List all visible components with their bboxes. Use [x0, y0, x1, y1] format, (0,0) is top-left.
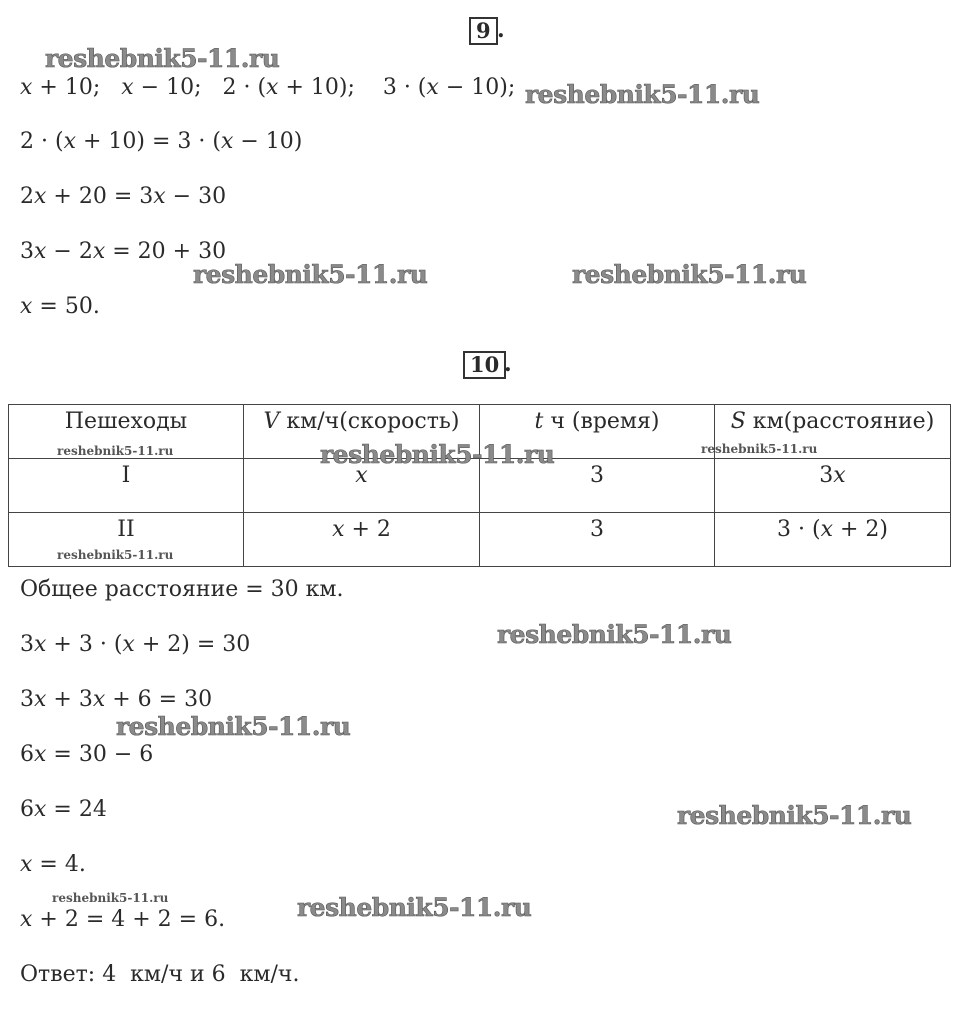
- table-row: [9, 459, 951, 513]
- problem-9-number: 9: [469, 17, 498, 45]
- table-cell: 3x: [715, 459, 951, 513]
- p9-line-2: 2 · (x + 10) = 3 · (x − 10): [20, 129, 303, 154]
- watermark: reshebnik5-11.ru: [497, 620, 732, 649]
- table-cell: 3 · (x + 2): [715, 513, 951, 567]
- watermark: reshebnik5-11.ru: [525, 80, 760, 109]
- watermark: reshebnik5-11.ru: [320, 440, 555, 469]
- problem-10-dot: .: [504, 351, 512, 377]
- watermark: reshebnik5-11.ru: [57, 444, 174, 458]
- table-cell: x + 2: [244, 513, 480, 567]
- p10-line-7: x + 2 = 4 + 2 = 6.: [20, 907, 226, 932]
- p10-line-3: 3x + 3x + 6 = 30: [20, 687, 213, 712]
- p9-line-4: 3x − 2x = 20 + 30: [20, 239, 227, 264]
- p9-line-3: 2x + 20 = 3x − 30: [20, 184, 227, 209]
- p10-line-1: Общее расстояние = 30 км.: [20, 577, 344, 602]
- watermark: reshebnik5-11.ru: [45, 44, 280, 73]
- watermark: reshebnik5-11.ru: [701, 442, 818, 456]
- watermark: reshebnik5-11.ru: [572, 260, 807, 289]
- problem-9-dot: .: [497, 17, 505, 43]
- watermark: reshebnik5-11.ru: [116, 712, 351, 741]
- p9-line-5: x = 50.: [20, 294, 100, 319]
- table-header-cell: t ч (время): [480, 405, 715, 459]
- p10-answer: Ответ: 4 км/ч и 6 км/ч.: [20, 962, 300, 987]
- pedestrian-table: [8, 404, 951, 567]
- p10-line-4: 6x = 30 − 6: [20, 742, 154, 767]
- table-cell: 3: [480, 513, 715, 567]
- p10-line-2: 3x + 3 · (x + 2) = 30: [20, 632, 251, 657]
- watermark: reshebnik5-11.ru: [297, 893, 532, 922]
- watermark: reshebnik5-11.ru: [57, 548, 174, 562]
- table-header-cell: Пешеходы: [9, 405, 244, 459]
- table-cell: II: [9, 513, 244, 567]
- watermark: reshebnik5-11.ru: [193, 260, 428, 289]
- table-cell: I: [9, 459, 244, 513]
- table-cell: 3: [480, 459, 715, 513]
- watermark: reshebnik5-11.ru: [52, 891, 169, 905]
- table-row: [9, 513, 951, 567]
- table-cell: x: [244, 459, 480, 513]
- table-header-row: [9, 405, 951, 459]
- p9-line-1: x + 10; x − 10; 2 · (x + 10); 3 · (x − 10);: [20, 75, 516, 100]
- p10-line-5: 6x = 24: [20, 797, 107, 822]
- problem-10-number: 10: [463, 351, 506, 379]
- watermark: reshebnik5-11.ru: [677, 801, 912, 830]
- table-header-cell: V км/ч(скорость): [244, 405, 480, 459]
- table-header-cell: S км(расстояние): [715, 405, 951, 459]
- p10-line-6: x = 4.: [20, 852, 86, 877]
